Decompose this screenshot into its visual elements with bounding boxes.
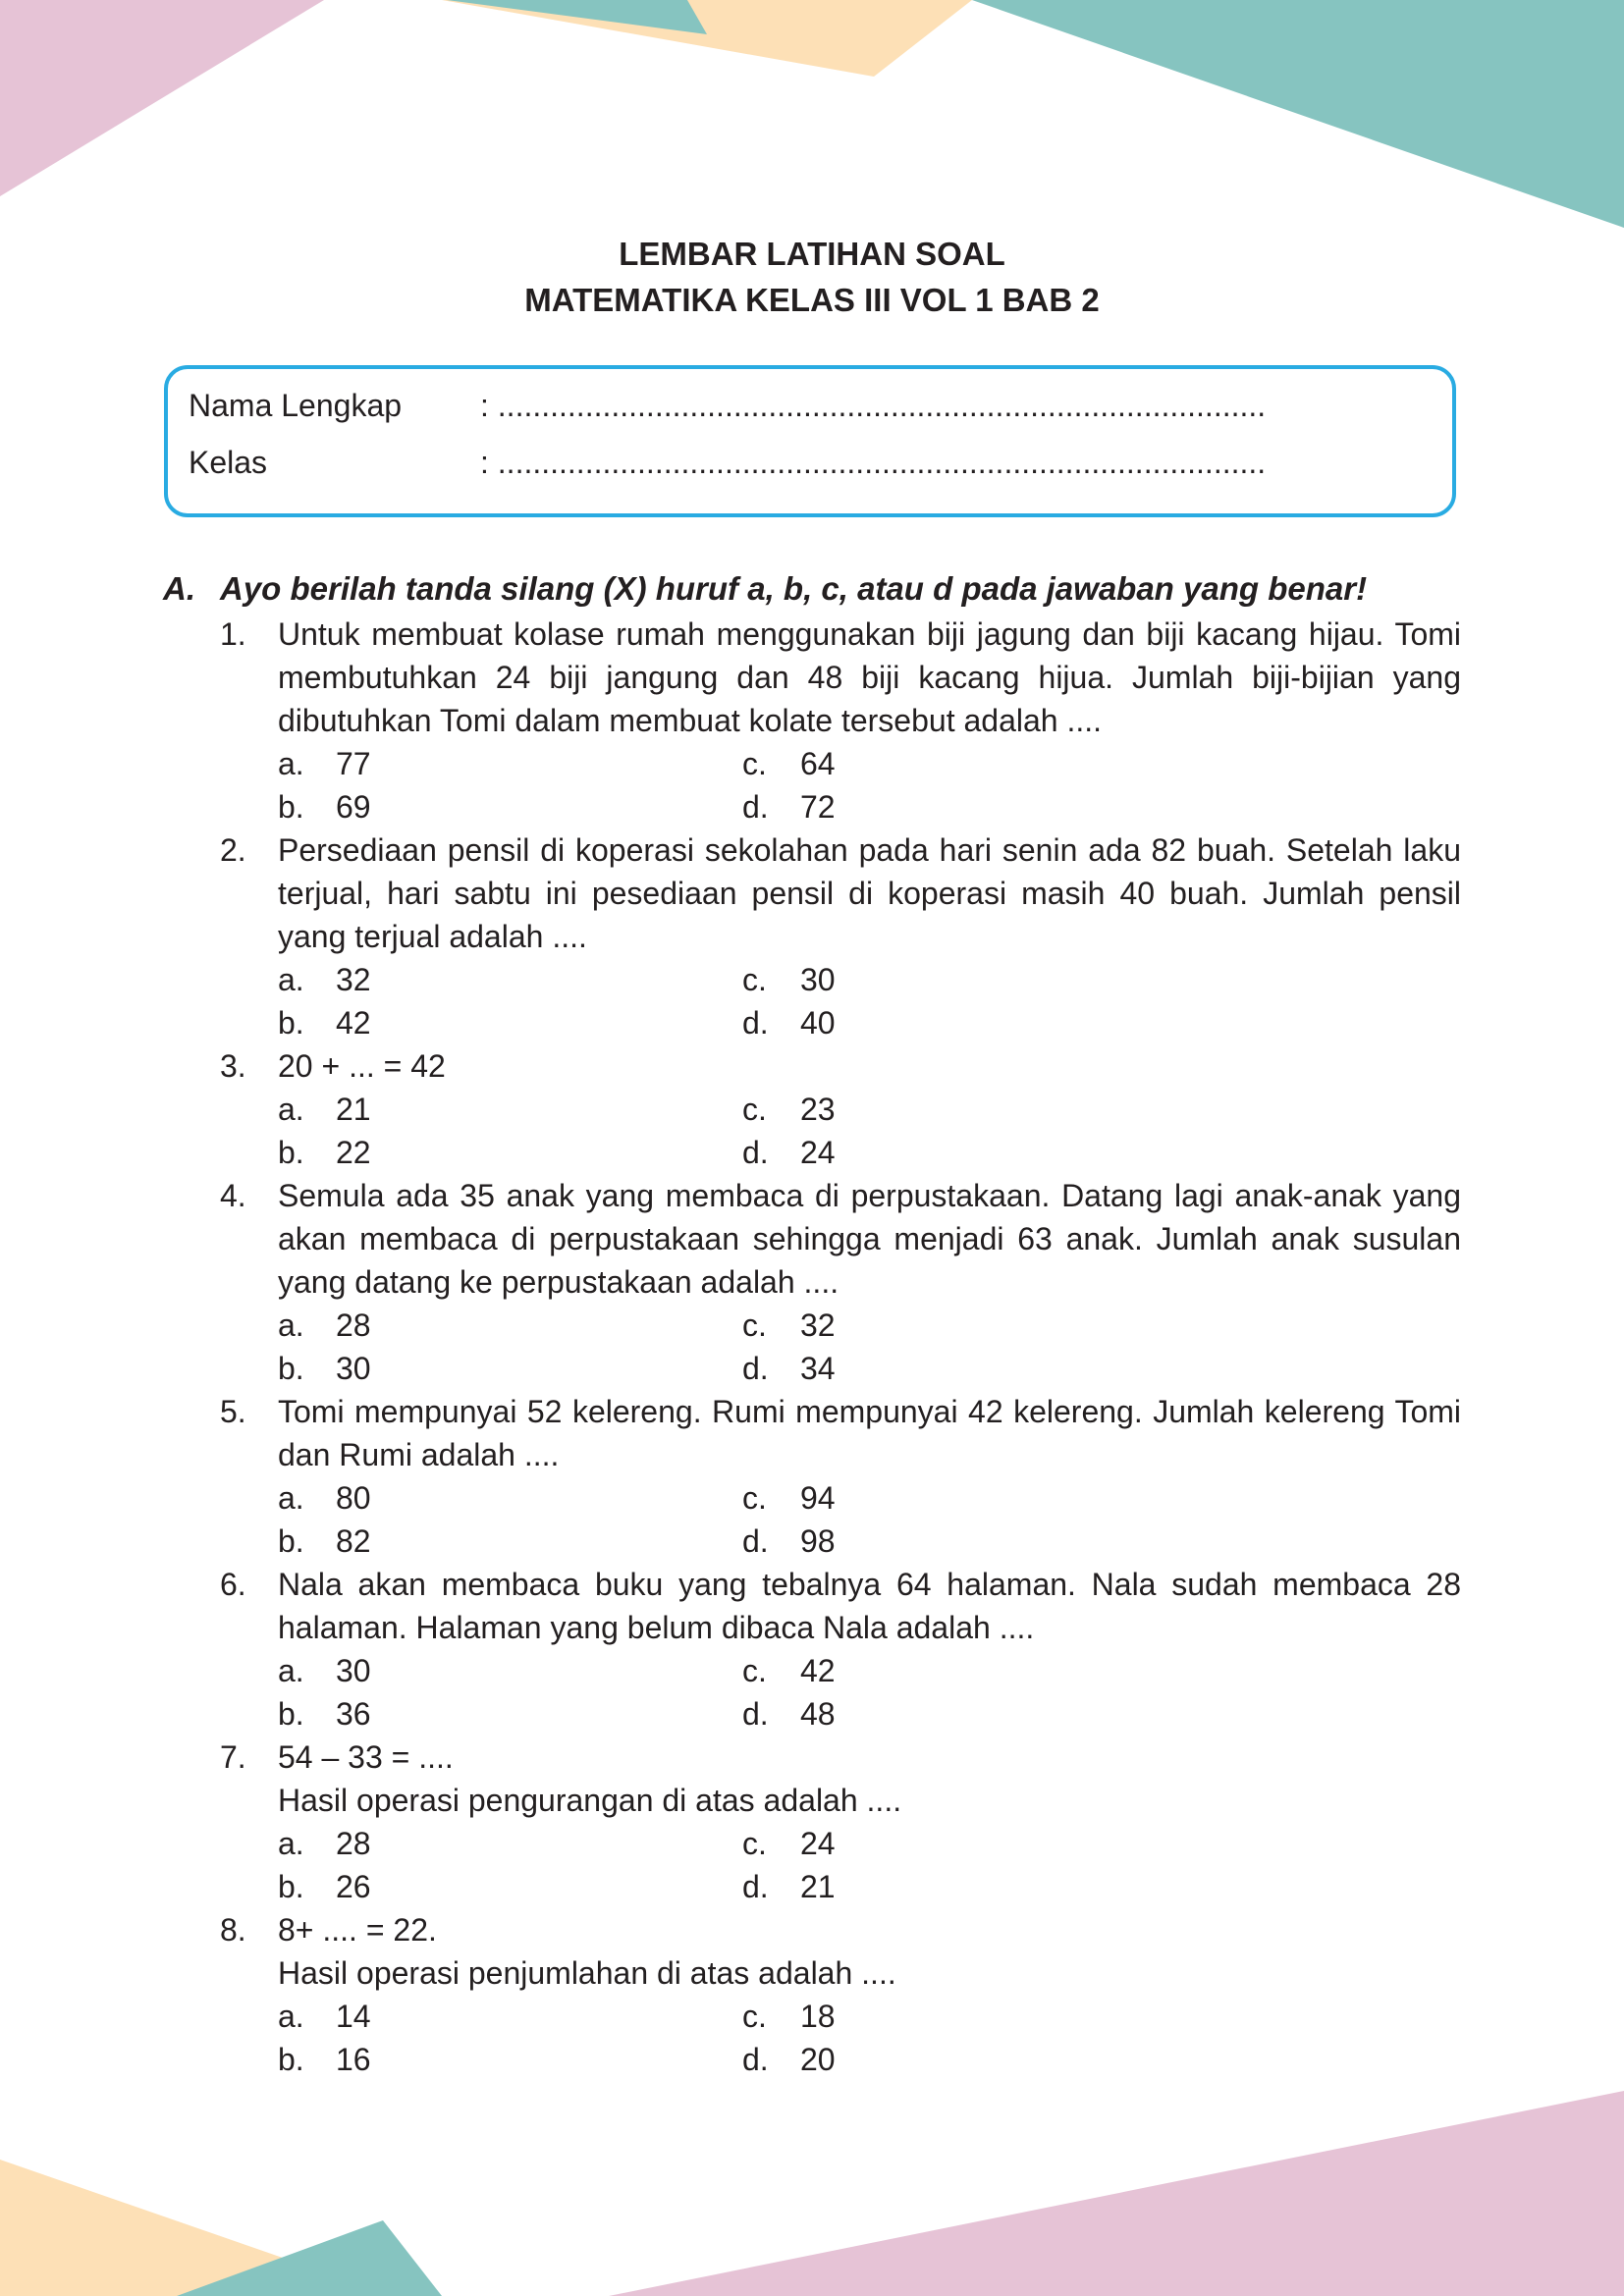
option-letter: b. [278,2042,304,2077]
question-text: 8+ .... = 22. [278,1912,437,1948]
option-letter: d. [742,789,769,825]
answer-options [0,1995,1624,2081]
option-value: 16 [336,2042,371,2077]
option-letter: d. [742,1696,769,1732]
option-value: 69 [336,789,371,825]
question-text: Tomi mempunyai 52 kelereng. Rumi mempunyai 42 kelereng. Jumlah kelereng Tomi dan Rumi adalah .... [278,1394,1461,1472]
option-letter: d. [742,1005,769,1041]
question-number: 6. [220,1567,246,1602]
question-list [0,613,1624,2081]
option-value: 80 [336,1480,371,1516]
class-field[interactable]: : ........................................................................................ [480,445,1267,480]
question-subtext: Hasil operasi penjumlahan di atas adalah .... [278,1955,896,1991]
option-letter: b. [278,789,304,825]
option-letter: a. [278,1480,304,1516]
option-value: 42 [800,1653,836,1688]
answer-options [0,1476,1624,1563]
answer-options [0,1649,1624,1735]
section-instruction: Ayo berilah tanda silang (X) huruf a, b, c, atau d pada jawaban yang benar! [220,570,1368,607]
question-number: 3. [220,1048,246,1084]
option-letter: d. [742,2042,769,2077]
option-letter: b. [278,1696,304,1732]
question-item [0,1735,1624,1908]
question-number: 4. [220,1178,246,1213]
option-value: 72 [800,789,836,825]
option-value: 24 [800,1135,836,1170]
question-item [0,1044,1624,1174]
option-value: 26 [336,1869,371,1904]
question-item [0,1908,1624,2081]
option-letter: a. [278,1092,304,1127]
option-value: 24 [800,1826,836,1861]
option-value: 36 [336,1696,371,1732]
option-letter: a. [278,746,304,781]
option-letter: c. [742,1092,767,1127]
option-value: 77 [336,746,371,781]
option-value: 30 [336,1351,371,1386]
option-letter: c. [742,1653,767,1688]
option-letter: c. [742,1480,767,1516]
answer-options [0,1304,1624,1390]
option-letter: b. [278,1005,304,1041]
option-letter: b. [278,1135,304,1170]
question-number: 5. [220,1394,246,1429]
option-value: 20 [800,2042,836,2077]
question-subtext: Hasil operasi pengurangan di atas adalah .... [278,1783,902,1818]
option-value: 23 [800,1092,836,1127]
question-text: 20 + ... = 42 [278,1048,446,1084]
option-letter: d. [742,1135,769,1170]
option-value: 82 [336,1523,371,1559]
option-value: 64 [800,746,836,781]
name-label: Nama Lengkap [189,388,403,423]
option-letter: c. [742,746,767,781]
question-text: Untuk membuat kolase rumah menggunakan biji jagung dan biji kacang hijau. Tomi membutuhkan 24 biji jangung dan 48 biji kacang hijua. Jumlah biji-bijian yang dibutuhkan Tomi dalam membuat kolate tersebut adalah .... [278,616,1461,738]
answer-options [0,958,1624,1044]
question-number: 1. [220,616,246,652]
option-letter: b. [278,1351,304,1386]
question-item [0,1390,1624,1563]
option-value: 48 [800,1696,836,1732]
option-letter: b. [278,1869,304,1904]
option-letter: a. [278,1308,304,1343]
option-value: 22 [336,1135,371,1170]
option-value: 94 [800,1480,836,1516]
question-number: 2. [220,832,246,868]
option-value: 32 [800,1308,836,1343]
option-value: 30 [336,1653,371,1688]
question-item [0,1563,1624,1735]
option-value: 28 [336,1826,371,1861]
question-number: 8. [220,1912,246,1948]
option-letter: a. [278,962,304,997]
option-letter: c. [742,962,767,997]
question-number: 7. [220,1739,246,1775]
option-letter: b. [278,1523,304,1559]
option-value: 14 [336,1999,371,2034]
option-value: 21 [800,1869,836,1904]
question-text: 54 – 33 = .... [278,1739,454,1775]
class-label: Kelas [189,445,268,480]
answer-options [0,1822,1624,1908]
question-text: Semula ada 35 anak yang membaca di perpustakaan. Datang lagi anak-anak yang akan membaca di perpustakaan sehingga menjadi 63 anak. Jumlah anak susulan yang datang ke perpustakaan adalah .... [278,1178,1461,1300]
option-value: 21 [336,1092,371,1127]
option-letter: a. [278,1999,304,2034]
section-letter: A. [163,570,195,607]
answer-options [0,1088,1624,1174]
question-item [0,1174,1624,1390]
option-value: 40 [800,1005,836,1041]
answer-options [0,742,1624,828]
option-letter: d. [742,1523,769,1559]
page-subtitle: MATEMATIKA KELAS III VOL 1 BAB 2 [524,282,1100,318]
option-value: 18 [800,1999,836,2034]
option-value: 98 [800,1523,836,1559]
option-value: 34 [800,1351,836,1386]
option-value: 30 [800,962,836,997]
page-title: LEMBAR LATIHAN SOAL [619,236,1005,272]
option-value: 32 [336,962,371,997]
question-text: Persediaan pensil di koperasi sekolahan pada hari senin ada 82 buah. Setelah laku terjual, hari sabtu ini pesediaan pensil di koperasi masih 40 buah. Jumlah pensil yang terjual adalah .... [278,832,1461,954]
option-value: 42 [336,1005,371,1041]
question-item [0,828,1624,1044]
option-letter: a. [278,1826,304,1861]
question-text: Nala akan membaca buku yang tebalnya 64 halaman. Nala sudah membaca 28 halaman. Halaman yang belum dibaca Nala adalah .... [278,1567,1461,1645]
option-value: 28 [336,1308,371,1343]
name-field[interactable]: : ........................................................................................ [480,388,1267,423]
question-item [0,613,1624,828]
option-letter: c. [742,1999,767,2034]
option-letter: d. [742,1869,769,1904]
option-letter: d. [742,1351,769,1386]
option-letter: c. [742,1826,767,1861]
option-letter: a. [278,1653,304,1688]
option-letter: c. [742,1308,767,1343]
